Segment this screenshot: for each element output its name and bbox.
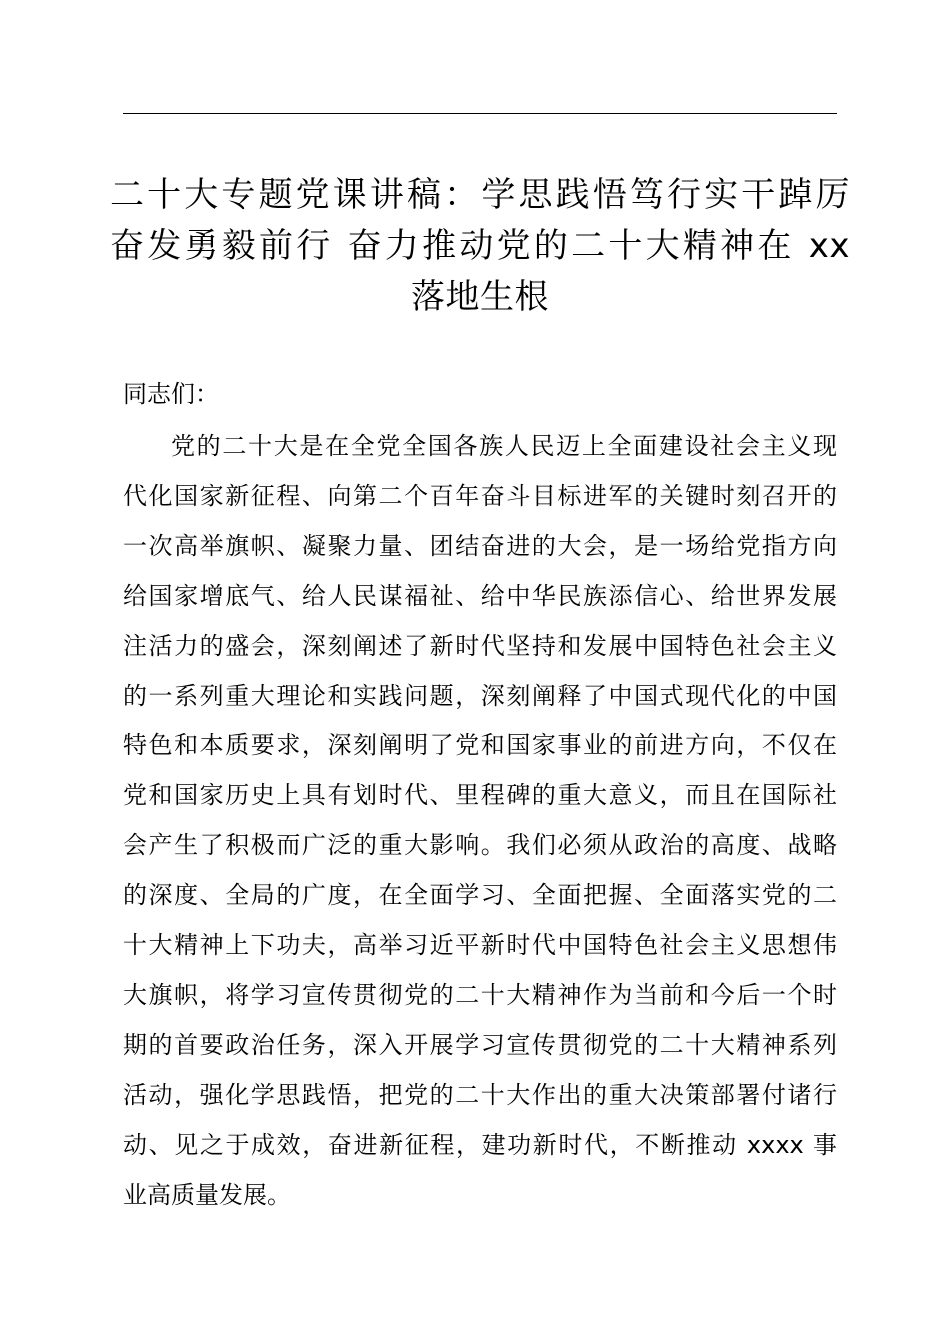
paragraph-line: 给国家增底气、给人民谋福祉、给中华民族添信心、给世界发展 [123,581,837,610]
title-line: 奋发勇毅前行 奋力推动党的二十大精神在 xx [110,226,850,266]
paragraph-line: 代化国家新征程、向第二个百年奋斗目标进军的关键时刻召开的 [123,481,837,510]
paragraph-line: 活动，强化学思践悟，把党的二十大作出的重大决策部署付诸行 [123,1080,837,1109]
paragraph-line: 一次高举旗帜、凝聚力量、团结奋进的大会，是一场给党指方向 [123,531,837,560]
paragraph-line: 动、见之于成效，奋进新征程，建功新时代，不断推动 xxxx 事 [123,1130,837,1159]
header-rule [123,113,837,114]
paragraph-line: 的一系列重大理论和实践问题，深刻阐释了中国式现代化的中国 [123,681,837,710]
paragraph-line: 特色和本质要求，深刻阐明了党和国家事业的前进方向，不仅在 [123,731,837,760]
salutation: 同志们： [123,380,219,408]
paragraph-line: 的深度、全局的广度，在全面学习、全面把握、全面落实党的二 [123,881,837,910]
paragraph-line: 业高质量发展。 [123,1180,291,1209]
body-paragraph [123,422,837,1221]
paragraph-line: 大旗帜，将学习宣传贯彻党的二十大精神作为当前和今后一个时 [123,980,837,1009]
paragraph-line: 期的首要政治任务，深入开展学习宣传贯彻党的二十大精神系列 [123,1030,837,1059]
title-line: 二十大专题党课讲稿：学思践悟笃行实干踔厉 [110,175,850,215]
paragraph-line: 十大精神上下功夫，高举习近平新时代中国特色社会主义思想伟 [123,931,837,960]
paragraph-line: 注活力的盛会，深刻阐述了新时代坚持和发展中国特色社会主义 [123,631,837,660]
document-title [110,170,850,323]
paragraph-line: 会产生了积极而广泛的重大影响。我们必须从政治的高度、战略 [123,831,837,860]
title-line: 落地生根 [411,277,549,317]
paragraph-line: 党和国家历史上具有划时代、里程碑的重大意义，而且在国际社 [123,781,837,810]
paragraph-line: 党的二十大是在全党全国各族人民迈上全面建设社会主义现 [171,432,837,460]
